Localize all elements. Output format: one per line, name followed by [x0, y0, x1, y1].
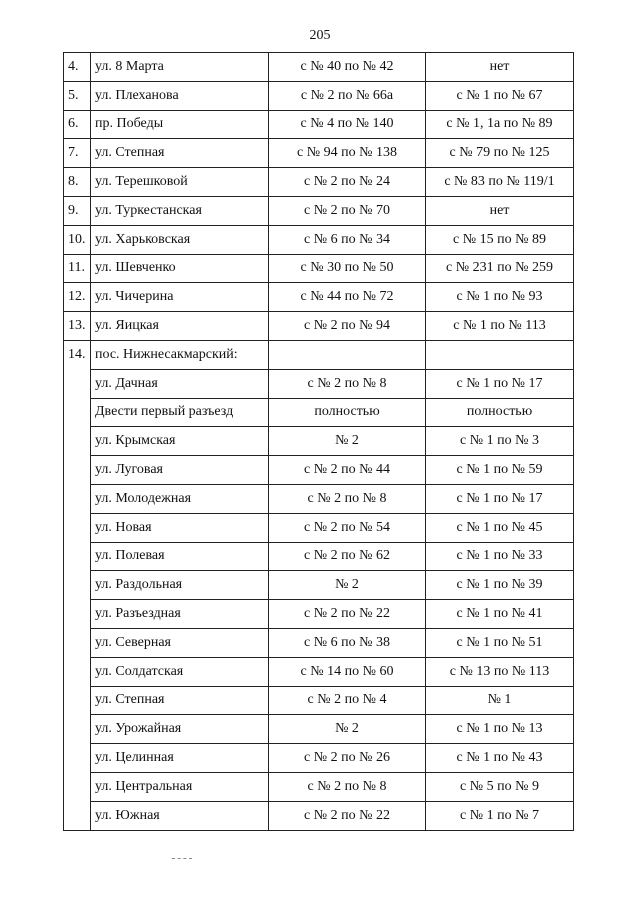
- table-row: [64, 542, 574, 571]
- row-number-cell: 12.: [64, 283, 91, 312]
- page-number: 205: [309, 28, 331, 43]
- even-houses-cell: с № 6 по № 38: [269, 628, 426, 657]
- street-name-cell: ул. Молодежная: [91, 484, 269, 513]
- even-houses-cell: с № 2 по № 4: [269, 686, 426, 715]
- table-row: [64, 168, 574, 197]
- odd-houses-cell: с № 231 по № 259: [426, 254, 574, 283]
- odd-houses-cell: нет: [426, 53, 574, 82]
- odd-houses-cell: с № 1 по № 59: [426, 456, 574, 485]
- even-houses-cell: с № 94 по № 138: [269, 139, 426, 168]
- odd-houses-cell: с № 1 по № 45: [426, 513, 574, 542]
- row-number-cell: 9.: [64, 196, 91, 225]
- row-number-cell: [64, 484, 91, 513]
- even-houses-cell: с № 30 по № 50: [269, 254, 426, 283]
- even-houses-cell: с № 2 по № 54: [269, 513, 426, 542]
- odd-houses-cell: с № 79 по № 125: [426, 139, 574, 168]
- scan-mark: [172, 858, 192, 861]
- street-name-cell: ул. Северная: [91, 628, 269, 657]
- row-number-cell: 10.: [64, 225, 91, 254]
- table-body: [64, 53, 574, 831]
- odd-houses-cell: с № 1, 1а по № 89: [426, 110, 574, 139]
- row-number-cell: [64, 744, 91, 773]
- street-name-cell: пос. Нижнесакмарский:: [91, 340, 269, 369]
- odd-houses-cell: с № 1 по № 3: [426, 427, 574, 456]
- table-row: [64, 715, 574, 744]
- table-row: [64, 283, 574, 312]
- row-number-cell: 14.: [64, 340, 91, 369]
- table-row: [64, 225, 574, 254]
- odd-houses-cell: с № 1 по № 43: [426, 744, 574, 773]
- street-name-cell: ул. Яицкая: [91, 312, 269, 341]
- table-row: [64, 744, 574, 773]
- row-number-cell: 11.: [64, 254, 91, 283]
- odd-houses-cell: с № 15 по № 89: [426, 225, 574, 254]
- even-houses-cell: с № 2 по № 8: [269, 369, 426, 398]
- table-row: [64, 657, 574, 686]
- odd-houses-cell: полностью: [426, 398, 574, 427]
- street-name-cell: ул. Дачная: [91, 369, 269, 398]
- odd-houses-cell: с № 5 по № 9: [426, 772, 574, 801]
- odd-houses-cell: с № 1 по № 67: [426, 81, 574, 110]
- row-number-cell: [64, 715, 91, 744]
- street-name-cell: ул. Целинная: [91, 744, 269, 773]
- even-houses-cell: с № 2 по № 70: [269, 196, 426, 225]
- table-row: [64, 254, 574, 283]
- even-houses-cell: с № 44 по № 72: [269, 283, 426, 312]
- odd-houses-cell: с № 1 по № 7: [426, 801, 574, 830]
- street-name-cell: Двести первый разъезд: [91, 398, 269, 427]
- table-row: [64, 81, 574, 110]
- row-number-cell: 4.: [64, 53, 91, 82]
- even-houses-cell: с № 14 по № 60: [269, 657, 426, 686]
- row-number-cell: 6.: [64, 110, 91, 139]
- row-number-cell: 13.: [64, 312, 91, 341]
- table-row: [64, 484, 574, 513]
- odd-houses-cell: нет: [426, 196, 574, 225]
- street-name-cell: ул. Степная: [91, 686, 269, 715]
- street-name-cell: ул. Южная: [91, 801, 269, 830]
- table-row: [64, 312, 574, 341]
- table-row: [64, 801, 574, 830]
- odd-houses-cell: № 1: [426, 686, 574, 715]
- street-name-cell: ул. Раздольная: [91, 571, 269, 600]
- street-name-cell: пр. Победы: [91, 110, 269, 139]
- even-houses-cell: № 2: [269, 427, 426, 456]
- even-houses-cell: с № 2 по № 22: [269, 600, 426, 629]
- street-name-cell: ул. Крымская: [91, 427, 269, 456]
- row-number-cell: [64, 427, 91, 456]
- odd-houses-cell: с № 1 по № 39: [426, 571, 574, 600]
- row-number-cell: 7.: [64, 139, 91, 168]
- even-houses-cell: № 2: [269, 715, 426, 744]
- table-row: [64, 772, 574, 801]
- even-houses-cell: полностью: [269, 398, 426, 427]
- street-name-cell: ул. Харьковская: [91, 225, 269, 254]
- odd-houses-cell: с № 1 по № 93: [426, 283, 574, 312]
- odd-houses-cell: с № 1 по № 13: [426, 715, 574, 744]
- row-number-cell: [64, 686, 91, 715]
- table-row: [64, 600, 574, 629]
- odd-houses-cell: с № 1 по № 33: [426, 542, 574, 571]
- row-number-cell: [64, 369, 91, 398]
- even-houses-cell: с № 4 по № 140: [269, 110, 426, 139]
- street-name-cell: ул. Туркестанская: [91, 196, 269, 225]
- even-houses-cell: [269, 340, 426, 369]
- row-number-cell: [64, 600, 91, 629]
- street-name-cell: ул. Степная: [91, 139, 269, 168]
- street-name-cell: ул. Терешковой: [91, 168, 269, 197]
- table-row: [64, 456, 574, 485]
- row-number-cell: 8.: [64, 168, 91, 197]
- street-name-cell: ул. Солдатская: [91, 657, 269, 686]
- table-row: [64, 369, 574, 398]
- row-number-cell: [64, 542, 91, 571]
- row-number-cell: 5.: [64, 81, 91, 110]
- odd-houses-cell: [426, 340, 574, 369]
- row-number-cell: [64, 571, 91, 600]
- table-row: [64, 571, 574, 600]
- streets-table: [63, 52, 574, 831]
- odd-houses-cell: с № 83 по № 119/1: [426, 168, 574, 197]
- table-row: [64, 398, 574, 427]
- even-houses-cell: с № 2 по № 26: [269, 744, 426, 773]
- street-name-cell: ул. Шевченко: [91, 254, 269, 283]
- row-number-cell: [64, 628, 91, 657]
- odd-houses-cell: с № 1 по № 113: [426, 312, 574, 341]
- row-number-cell: [64, 513, 91, 542]
- row-number-cell: [64, 772, 91, 801]
- odd-houses-cell: с № 13 по № 113: [426, 657, 574, 686]
- street-name-cell: ул. Чичерина: [91, 283, 269, 312]
- table-row: [64, 686, 574, 715]
- table-row: [64, 513, 574, 542]
- odd-houses-cell: с № 1 по № 51: [426, 628, 574, 657]
- street-name-cell: ул. 8 Марта: [91, 53, 269, 82]
- odd-houses-cell: с № 1 по № 17: [426, 369, 574, 398]
- table-row: [64, 53, 574, 82]
- even-houses-cell: с № 2 по № 66а: [269, 81, 426, 110]
- even-houses-cell: с № 2 по № 22: [269, 801, 426, 830]
- even-houses-cell: с № 2 по № 62: [269, 542, 426, 571]
- street-name-cell: ул. Разъездная: [91, 600, 269, 629]
- street-name-cell: ул. Центральная: [91, 772, 269, 801]
- street-name-cell: ул. Полевая: [91, 542, 269, 571]
- row-number-cell: [64, 456, 91, 485]
- table-row: [64, 340, 574, 369]
- table-row: [64, 196, 574, 225]
- even-houses-cell: с № 6 по № 34: [269, 225, 426, 254]
- even-houses-cell: с № 2 по № 8: [269, 484, 426, 513]
- table-row: [64, 110, 574, 139]
- odd-houses-cell: с № 1 по № 17: [426, 484, 574, 513]
- even-houses-cell: с № 2 по № 24: [269, 168, 426, 197]
- row-number-cell: [64, 801, 91, 830]
- even-houses-cell: с № 2 по № 8: [269, 772, 426, 801]
- row-number-cell: [64, 657, 91, 686]
- street-name-cell: ул. Плеханова: [91, 81, 269, 110]
- street-name-cell: ул. Луговая: [91, 456, 269, 485]
- even-houses-cell: с № 2 по № 44: [269, 456, 426, 485]
- row-number-cell: [64, 398, 91, 427]
- table-row: [64, 628, 574, 657]
- even-houses-cell: с № 2 по № 94: [269, 312, 426, 341]
- even-houses-cell: № 2: [269, 571, 426, 600]
- street-name-cell: ул. Новая: [91, 513, 269, 542]
- table-row: [64, 139, 574, 168]
- street-name-cell: ул. Урожайная: [91, 715, 269, 744]
- table-row: [64, 427, 574, 456]
- odd-houses-cell: с № 1 по № 41: [426, 600, 574, 629]
- even-houses-cell: с № 40 по № 42: [269, 53, 426, 82]
